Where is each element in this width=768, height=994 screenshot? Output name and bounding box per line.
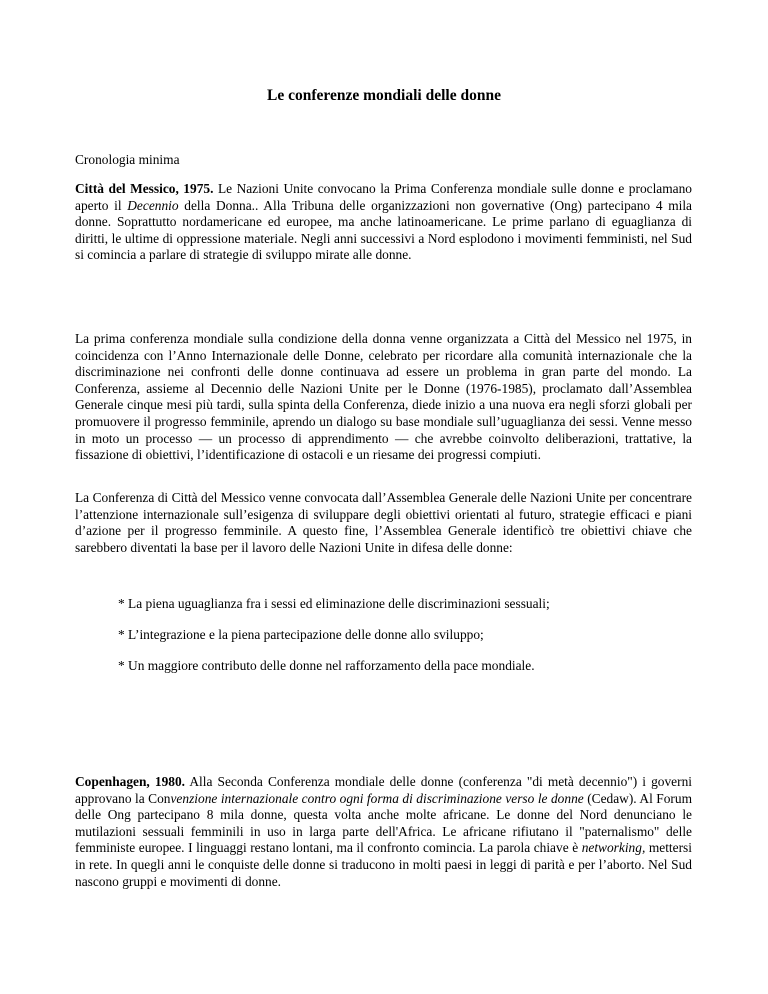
section-heading: Copenhagen, 1980. — [75, 774, 185, 789]
section-text: mettersi in rete. In quegli anni le conquiste delle donne si traducono in molti paesi in leggi di parità e per l’aborto. Nel Sud nascono gruppi e movimenti di donne. — [75, 840, 692, 889]
objective-item: * La piena uguaglianza fra i sessi ed eliminazione delle discriminazioni sessuali; — [118, 596, 550, 611]
subtitle: Cronologia minima — [75, 152, 180, 167]
section-italic-term: networking, — [581, 840, 646, 856]
paragraph-first-conference: La prima conferenza mondiale sulla condizione della donna venne organizzata a Città del Messico nel 1975, in coincidenza con l’Anno Internazionale delle Donne, celebrato per ricordare alla comunità internazionale che la discriminazione nei confronti delle donne continuava ad essere un problema in gran parte del mondo. La Conferenza, assieme al Decennio delle Nazioni Unite per le Donne (1976-1985), proclamato dall’Assemblea Generale cinque mesi più tardi, sulla spinta della Conferenza, diede inizio a una nuova era negli sforzi globali per promuovere il progresso femminile, aprendo un dialogo su base mondiale sull’uguaglianza dei sessi. Venne messo in moto un processo — un processo di apprendimento — che avrebbe coinvolto deliberazioni, trattative, la fissazione di obiettivi, l’identificazione di ostacoli e un riesame dei progressi compiuti. — [75, 331, 692, 463]
section-heading: Città del Messico, 1975. — [75, 181, 214, 196]
section-text: della Donna.. Alla Tribuna delle organizzazioni non governative (Ong) partecipano 4 mila donne. Soprattutto nordamericane ed europee, ma anche latinoamericane. Le prime parlano di eguaglianza di diritti, le ultime di oppressione materiale. Negli anni successivi a Nord esplodono i movimenti femministi, nel Sud si comincia a parlare di strategie di sviluppo mirate alle donne. — [75, 197, 692, 263]
objective-item: * Un maggiore contributo delle donne nel rafforzamento della pace mondiale. — [118, 658, 535, 673]
section-italic-term: Decennio — [127, 197, 179, 213]
section-text: Le Nazioni Unite convocano la Prima Conferenza mondiale sulle donne e proclamano aperto il — [75, 181, 693, 213]
objective-item: * L’integrazione e la piena partecipazione delle donne allo sviluppo; — [118, 627, 484, 642]
section-text: (Cedaw). Al Forum delle Ong partecipano 8 mila donne, questa volta anche molte africane. Le donne del Nord denunciano le mutilazioni sessuali femminili in uso in larga parte dell'Africa. Le africane rifiutano il "paternalismo" delle femministe europee. I linguaggi restano lontani, ma il confronto comincia. La parola chiave è — [75, 790, 692, 856]
document-title: Le conferenze mondiali delle donne — [267, 87, 501, 104]
section-italic-term: venzione internazionale contro ogni forma di discriminazione verso le donne — [170, 790, 584, 806]
section-mexico-1975 — [75, 181, 692, 264]
paragraph-objectives-intro: La Conferenza di Città del Messico venne convocata dall’Assemblea Generale delle Nazioni Unite per concentrare l’attenzione internazionale sull’esigenza di sviluppare degli obiettivi orientati al futuro, strategie efficaci e piani d’azione per il progresso femminile. A questo fine, l’Assemblea Generale identificò tre obiettivi chiave che sarebbero diventati la base per il lavoro delle Nazioni Unite in difesa delle donne: — [75, 490, 692, 555]
section-copenhagen-1980 — [75, 774, 692, 890]
section-text: Alla Seconda Conferenza mondiale delle donne (conferenza "di metà decennio") i governi approvano la Con — [75, 774, 692, 806]
